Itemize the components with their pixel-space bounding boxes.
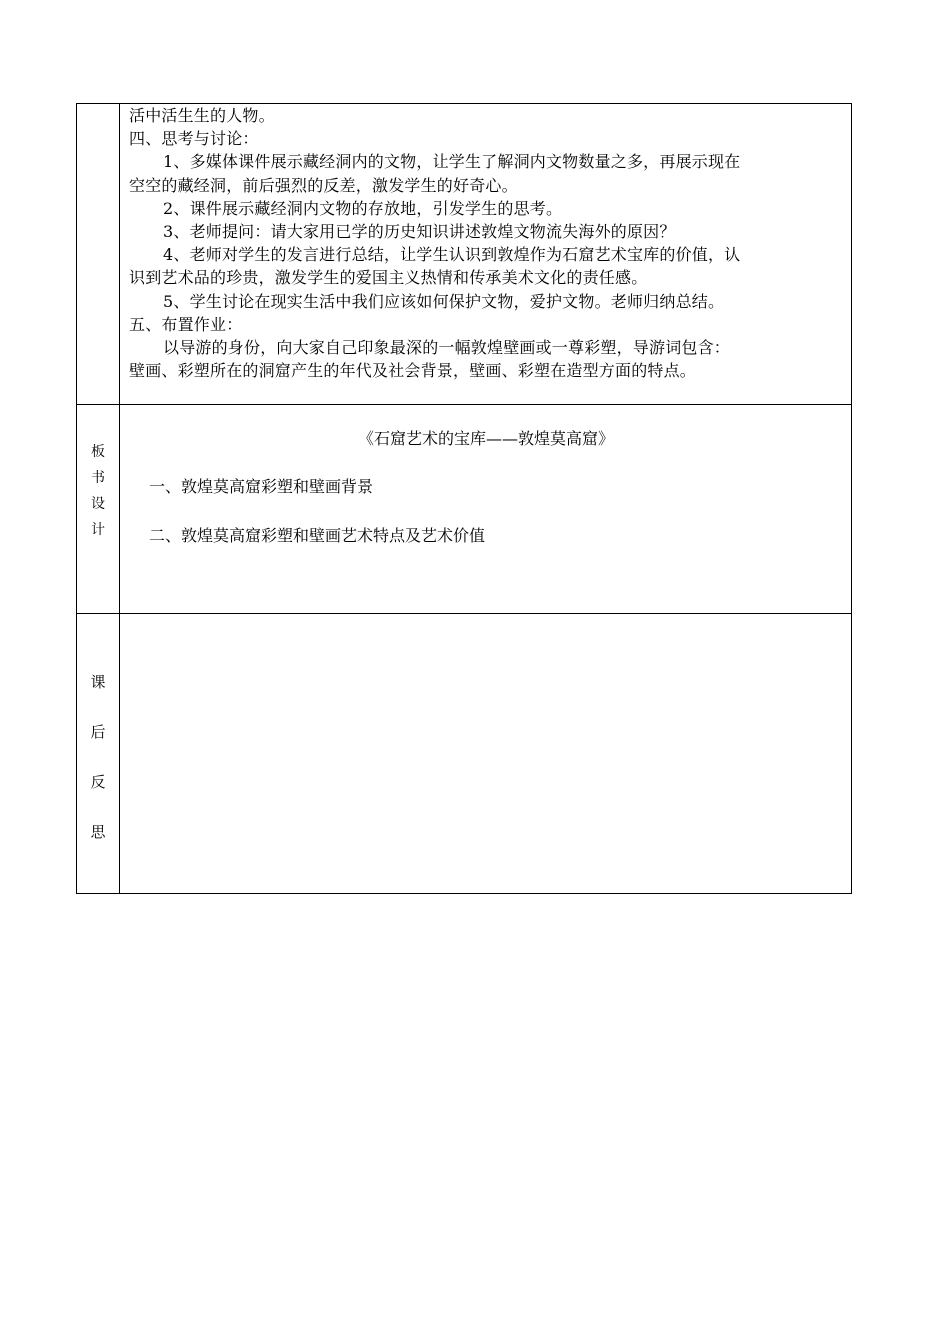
section-heading-discussion: 四、思考与讨论： xyxy=(129,129,259,149)
label-char: 书 xyxy=(91,470,105,486)
plan-line: 壁画、彩塑所在的洞窟产生的年代及社会背景，壁画、彩塑在造型方面的特点。 xyxy=(129,361,697,381)
label-char: 课 xyxy=(90,673,106,691)
row-divider-reflection xyxy=(77,613,851,614)
label-char: 板 xyxy=(91,444,105,460)
reflection-label xyxy=(77,671,119,871)
lesson-plan-table xyxy=(76,103,852,894)
plan-line: 活中活生生的人物。 xyxy=(129,106,275,125)
column-divider xyxy=(119,104,120,893)
section-heading-homework: 五、布置作业： xyxy=(129,314,243,334)
board-title: 《石窟艺术的宝库——敦煌莫高窟》 xyxy=(357,429,614,448)
teaching-process-cell xyxy=(129,104,847,382)
plan-line: 识到艺术品的珍贵，激发学生的爱国主义热情和传承美术文化的责任感。 xyxy=(129,268,648,288)
label-char: 计 xyxy=(91,522,105,538)
label-char: 反 xyxy=(90,773,106,791)
label-char: 思 xyxy=(90,823,106,841)
board-design-label xyxy=(77,439,119,543)
plan-line: 空空的藏经洞，前后强烈的反差，激发学生的好奇心。 xyxy=(129,175,518,195)
board-item: 二、敦煌莫高窟彩塑和壁画艺术特点及艺术价值 xyxy=(149,526,486,545)
row-divider-board xyxy=(77,404,851,405)
label-char: 后 xyxy=(90,723,106,741)
plan-line: 5、学生讨论在现实生活中我们应该如何保护文物，爱护文物。老师归纳总结。 xyxy=(163,291,725,311)
label-char: 设 xyxy=(91,496,105,512)
plan-line: 2、课件展示藏经洞内文物的存放地，引发学生的思考。 xyxy=(163,198,563,218)
plan-line: 3、老师提问：请大家用已学的历史知识讲述敦煌文物流失海外的原因？ xyxy=(163,221,676,241)
plan-line: 1、多媒体课件展示藏经洞内的文物，让学生了解洞内文物数量之多，再展示现在 xyxy=(163,152,741,172)
board-item: 一、敦煌莫高窟彩塑和壁画背景 xyxy=(149,477,374,496)
plan-line: 以导游的身份，向大家自己印象最深的一幅敦煌壁画或一尊彩塑，导游词包含： xyxy=(163,337,731,357)
plan-line: 4、老师对学生的发言进行总结，让学生认识到敦煌作为石窟艺术宝库的价值，认 xyxy=(163,245,741,265)
